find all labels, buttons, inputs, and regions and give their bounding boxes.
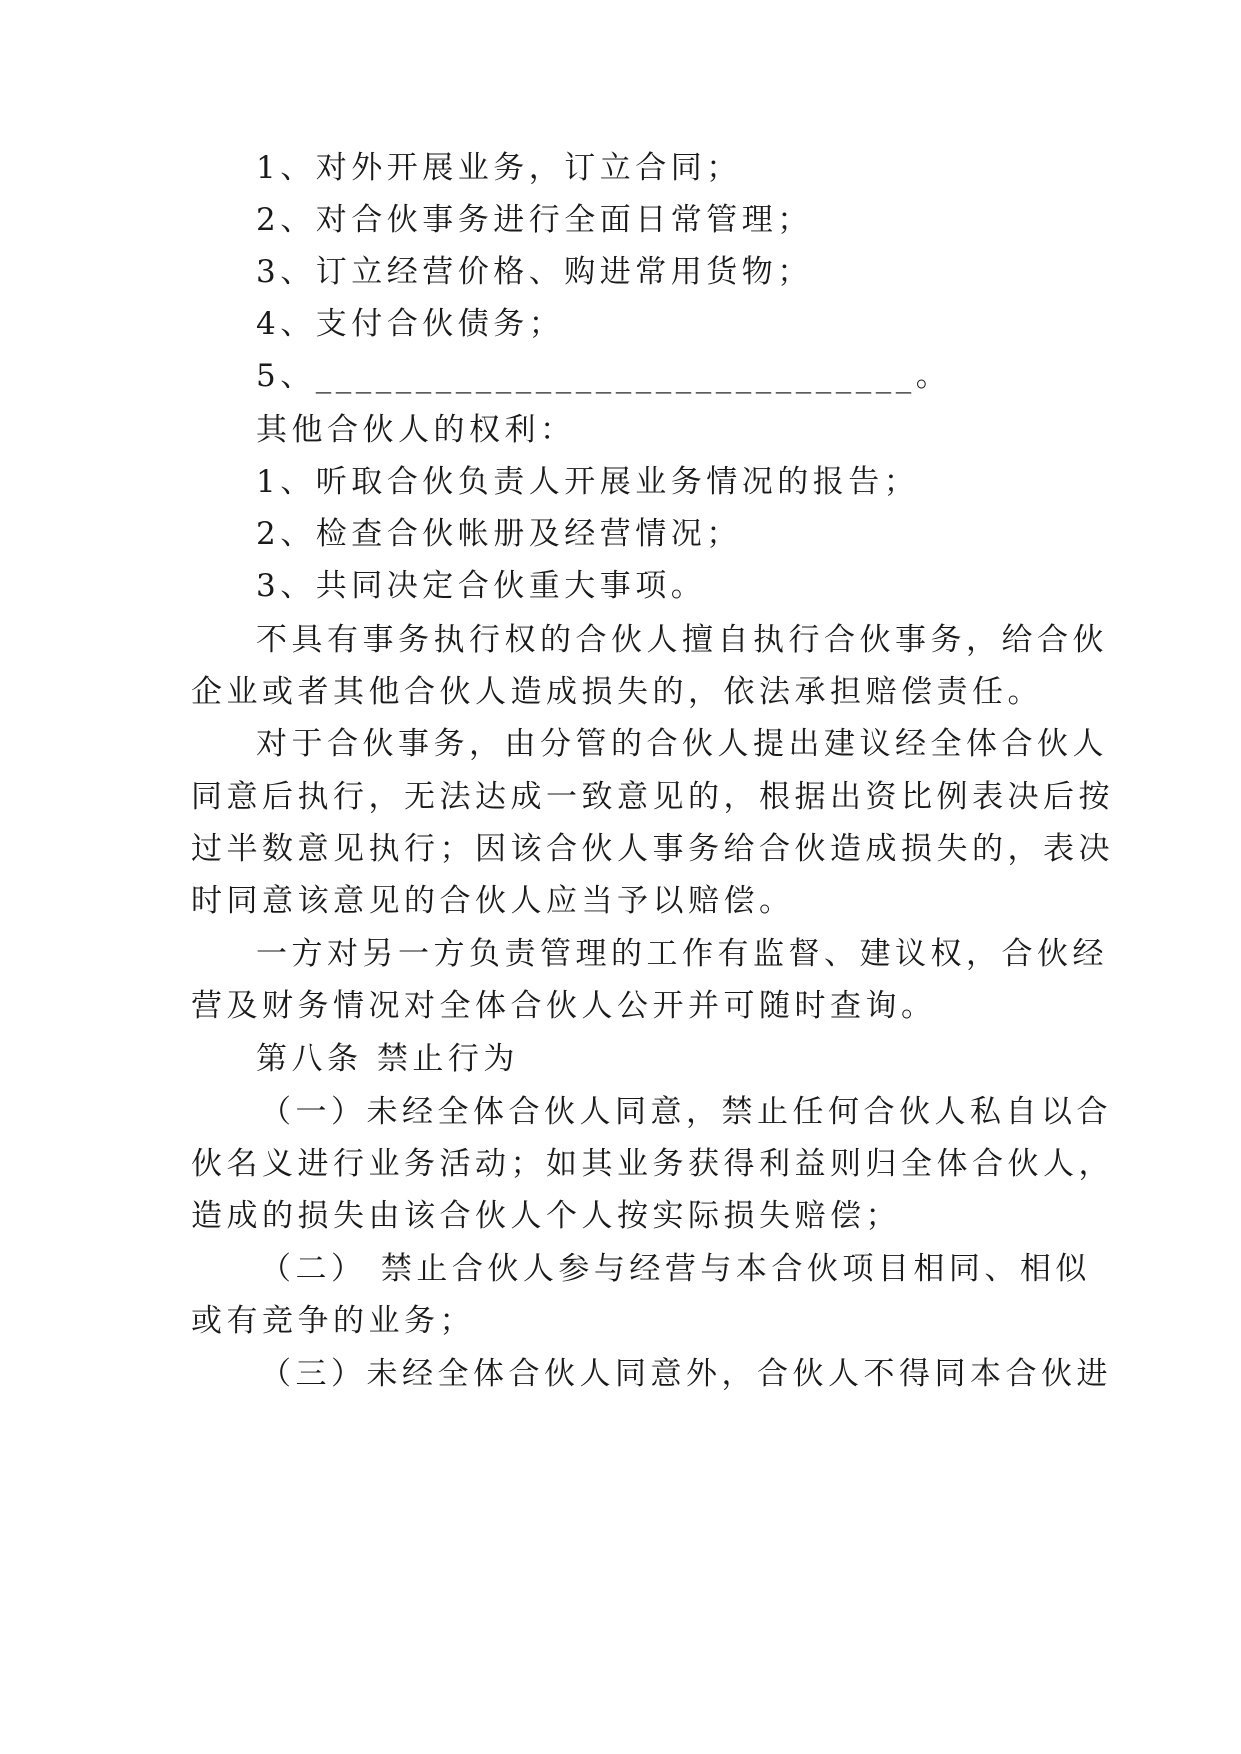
paragraph-line: 对于合伙事务，由分管的合伙人提出建议经全体合伙人 [256,726,1108,762]
rights-item-1: 1、听取合伙负责人开展业务情况的报告； [256,464,920,500]
paragraph-line: 不具有事务执行权的合伙人擅自执行合伙事务，给合伙 [256,622,1108,658]
paragraph-line: 时同意该意见的合伙人应当予以赔偿。 [191,883,795,919]
paragraph-line: 造成的损失由该合伙人个人按实际损失赔偿； [191,1198,901,1234]
rights-item-2: 2、检查合伙帐册及经营情况； [256,516,742,552]
list-item-4: 4、支付合伙债务； [256,306,565,342]
list-item-1: 1、对外开展业务，订立合同； [256,150,742,186]
paragraph-line: 营及财务情况对全体合伙人公开并可随时查询。 [191,988,937,1024]
section-heading-other-partners-rights: 其他合伙人的权利： [256,412,576,448]
article-heading: 第八条 禁止行为 [256,1041,519,1077]
paragraph-line: （二） 禁止合伙人参与经营与本合伙项目相同、相似 [260,1251,1091,1287]
paragraph-line: 或有竞争的业务； [191,1303,475,1339]
list-item-2: 2、对合伙事务进行全面日常管理； [256,202,813,238]
list-item-3: 3、订立经营价格、购进常用货物； [256,254,813,290]
paragraph-line: 过半数意见执行；因该合伙人事务给合伙造成损失的，表决 [191,831,1114,867]
paragraph-line: 同意后执行，无法达成一致意见的，根据出资比例表决后按 [191,779,1114,815]
paragraph-line: （一）未经全体合伙人同意，禁止任何合伙人私自以合 [260,1094,1112,1130]
paragraph-line: 企业或者其他合伙人造成损失的，依法承担赔偿责任。 [191,674,1043,710]
paragraph-line: （三）未经全体合伙人同意外，合伙人不得同本合伙进 [260,1356,1112,1392]
rights-item-3: 3、共同决定合伙重大事项。 [256,568,707,604]
paragraph-line: 伙名义进行业务活动；如其业务获得利益则归全体合伙人， [191,1146,1114,1182]
paragraph-line: 一方对另一方负责管理的工作有监督、建议权，合伙经 [256,936,1108,972]
list-item-5-blank: 5、______________________________。 [256,358,952,394]
